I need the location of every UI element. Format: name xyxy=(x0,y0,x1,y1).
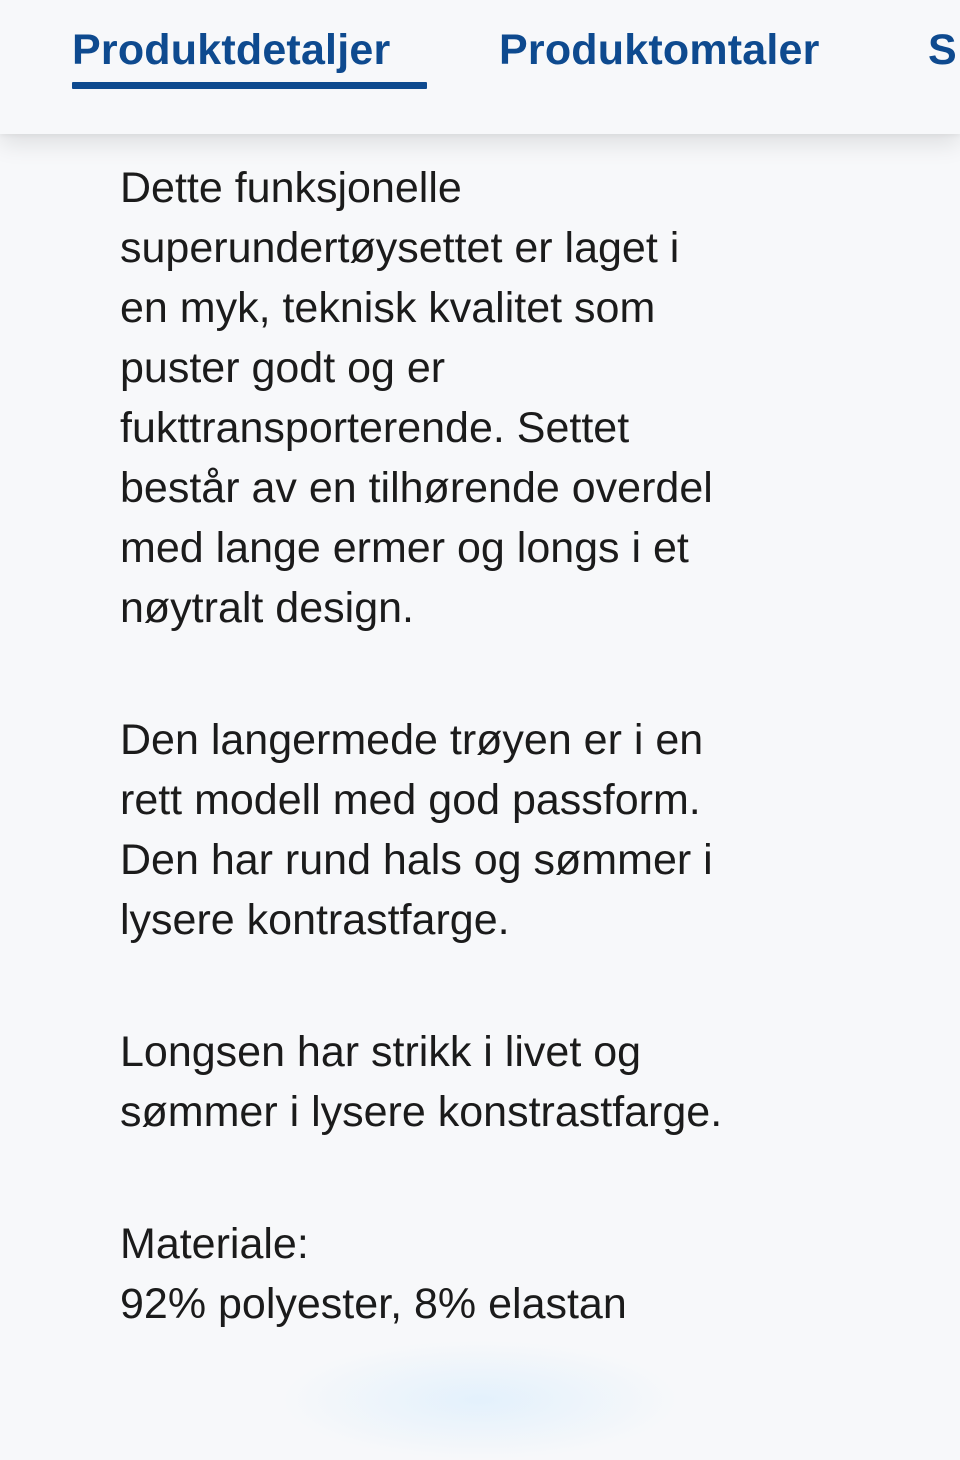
product-tab-bar xyxy=(0,0,960,134)
description-paragraph-intro xyxy=(120,158,840,638)
text-line: lysere kontrastfarge. xyxy=(120,896,510,944)
description-paragraph-material xyxy=(120,1214,840,1334)
active-tab-indicator xyxy=(72,82,427,89)
material-label: Materiale: xyxy=(120,1220,309,1268)
text-line: Den langermede trøyen er i en xyxy=(120,716,704,764)
tab-produktdetaljer[interactable]: Produktdetaljer xyxy=(72,26,391,74)
text-line: Den har rund hals og sømmer i xyxy=(120,836,713,884)
text-line: fukttransporterende. Settet xyxy=(120,404,630,452)
text-line: puster godt og er xyxy=(120,344,446,392)
text-line: rett modell med god passform. xyxy=(120,776,701,824)
tab-produktomtaler[interactable]: Produktomtaler xyxy=(499,26,820,74)
text-line: en myk, teknisk kvalitet som xyxy=(120,284,656,332)
text-line: superundertøysettet er laget i xyxy=(120,224,680,272)
material-composition: 92% polyester, 8% elastan xyxy=(120,1280,627,1328)
text-line: nøytralt design. xyxy=(120,584,414,632)
text-line: med lange ermer og longs i et xyxy=(120,524,689,572)
tab-next-partial[interactable]: S xyxy=(928,26,957,74)
description-paragraph-top xyxy=(120,710,840,950)
text-line: Longsen har strikk i livet og xyxy=(120,1028,642,1076)
text-line: sømmer i lysere konstrastfarge. xyxy=(120,1088,723,1136)
text-line: Dette funksjonelle xyxy=(120,164,462,212)
bottom-glow-decoration xyxy=(280,1340,680,1460)
text-line: består av en tilhørende overdel xyxy=(120,464,713,512)
product-description xyxy=(120,158,840,1334)
description-paragraph-longs xyxy=(120,1022,840,1142)
